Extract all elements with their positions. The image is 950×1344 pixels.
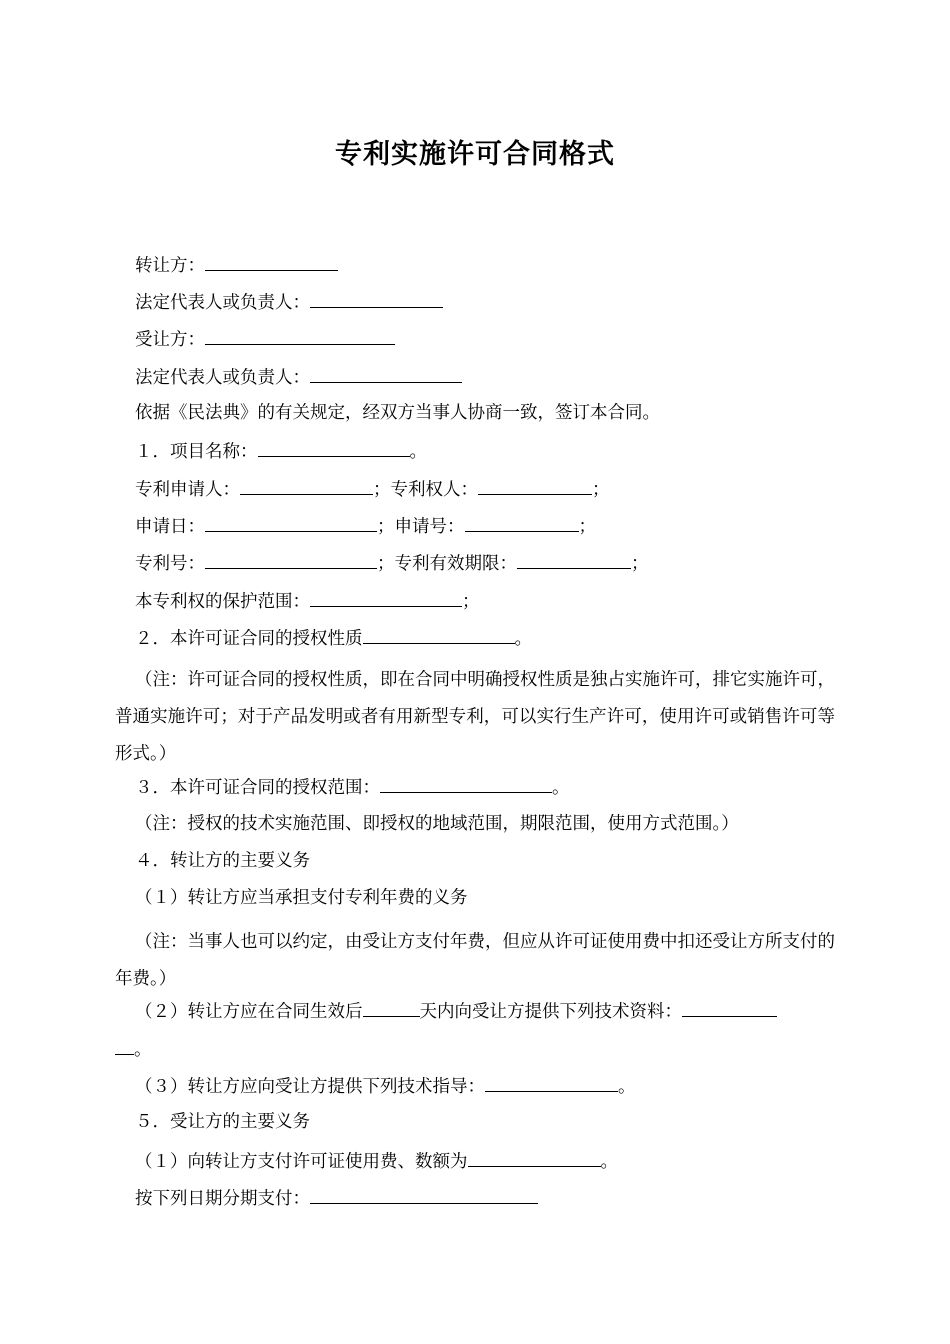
punct: 。 <box>134 1040 152 1060</box>
project-name-label: １．项目名称： <box>135 442 258 462</box>
tech-docs-blank[interactable] <box>682 998 777 1017</box>
patent-number-label: 专利号： <box>135 554 205 574</box>
punct: ； <box>462 592 480 612</box>
transferee-rep-label: 法定代表人或负责人： <box>135 368 310 388</box>
punct: ； <box>631 554 649 574</box>
applicant-blank[interactable] <box>240 476 373 495</box>
application-date-label: 申请日： <box>135 517 205 537</box>
transferor-line <box>135 252 338 278</box>
transferor-rep-line <box>135 289 443 315</box>
fee-amount-blank[interactable] <box>468 1148 601 1167</box>
scope-blank[interactable] <box>310 588 462 607</box>
validity-blank[interactable] <box>517 550 631 569</box>
punct: 。 <box>552 778 570 798</box>
applicant-label: 专利申请人： <box>135 480 240 500</box>
note-annual-fee: （注：当事人也可以约定，由受让方支付年费，但应从许可证使用费中扣还受让方所支付的年费。） <box>115 932 835 989</box>
application-number-blank[interactable] <box>465 513 579 532</box>
transferor-label: 转让方： <box>135 256 205 276</box>
transferee-rep-blank[interactable] <box>310 364 462 383</box>
tech-guidance-blank[interactable] <box>485 1073 618 1092</box>
license-nature-blank[interactable] <box>363 625 515 644</box>
obligation-5-1-label: （１）向转让方支付许可证使用费、数额为 <box>135 1152 468 1172</box>
patentee-label: ；专利权人： <box>373 480 478 500</box>
validity-label: ；专利有效期限： <box>377 554 517 574</box>
license-nature-line <box>135 625 532 651</box>
obligation-4-3-label: （３）转让方应向受让方提供下列技术指导： <box>135 1077 485 1097</box>
applicant-line <box>135 476 610 502</box>
obligation-4-2-cont <box>115 1036 152 1062</box>
transferee-blank[interactable] <box>205 326 395 345</box>
transferee-line <box>135 326 395 352</box>
obligation-4-2-line <box>135 998 777 1024</box>
obligation-4-2-label-b: 天内向受让方提供下列技术资料： <box>419 1002 682 1022</box>
patent-number-line <box>135 550 649 576</box>
project-name-blank[interactable] <box>258 438 410 457</box>
days-blank[interactable] <box>363 998 420 1017</box>
application-date-blank[interactable] <box>205 513 377 532</box>
obligation-4-2-label: （２）转让方应在合同生效后 <box>135 1002 363 1022</box>
application-number-label: ；申请号： <box>377 517 465 537</box>
project-name-line <box>135 438 427 464</box>
patent-number-blank[interactable] <box>205 550 377 569</box>
license-scope-line <box>135 774 570 800</box>
transferee-label: 受让方： <box>135 330 205 350</box>
section-4-heading: ４．转让方的主要义务 <box>135 851 310 871</box>
punct: ； <box>592 480 610 500</box>
punct: 。 <box>514 629 532 649</box>
punct: 。 <box>409 442 427 462</box>
note-license-scope: （注：授权的技术实施范围、即授权的地域范围，期限范围，使用方式范围。） <box>135 814 739 834</box>
installment-blank[interactable] <box>310 1185 538 1204</box>
transferor-rep-blank[interactable] <box>310 289 443 308</box>
transferor-rep-label: 法定代表人或负责人： <box>135 293 310 313</box>
punct: 。 <box>600 1152 618 1172</box>
obligation-4-3-line <box>135 1073 636 1099</box>
installment-line <box>135 1185 538 1211</box>
punct: ； <box>578 517 596 537</box>
license-nature-label: ２．本许可证合同的授权性质 <box>135 629 363 649</box>
transferee-rep-line <box>135 364 462 390</box>
document-title: 专利实施许可合同格式 <box>335 139 615 170</box>
scope-label: 本专利权的保护范围： <box>135 592 310 612</box>
patentee-blank[interactable] <box>478 476 592 495</box>
basis-paragraph: 依据《民法典》的有关规定，经双方当事人协商一致，签订本合同。 <box>135 403 660 423</box>
obligation-4-1: （１）转让方应当承担支付专利年费的义务 <box>135 888 468 908</box>
section-5-heading: ５．受让方的主要义务 <box>135 1112 310 1132</box>
installment-label: 按下列日期分期支付： <box>135 1189 310 1209</box>
scope-line <box>135 588 480 614</box>
transferor-blank[interactable] <box>205 252 338 271</box>
application-date-line <box>135 513 596 539</box>
note-license-nature: （注：许可证合同的授权性质，即在合同中明确授权性质是独占实施许可，排它实施许可，普通实施许可；对于产品发明或者有用新型专利，可以实行生产许可，使用许可或销售许可等形式。） <box>115 670 835 764</box>
license-scope-blank[interactable] <box>380 774 552 793</box>
tech-docs-blank-cont[interactable] <box>115 1036 134 1055</box>
punct: 。 <box>618 1077 636 1097</box>
license-scope-label: ３．本许可证合同的授权范围： <box>135 778 380 798</box>
obligation-5-1-line <box>135 1148 618 1174</box>
